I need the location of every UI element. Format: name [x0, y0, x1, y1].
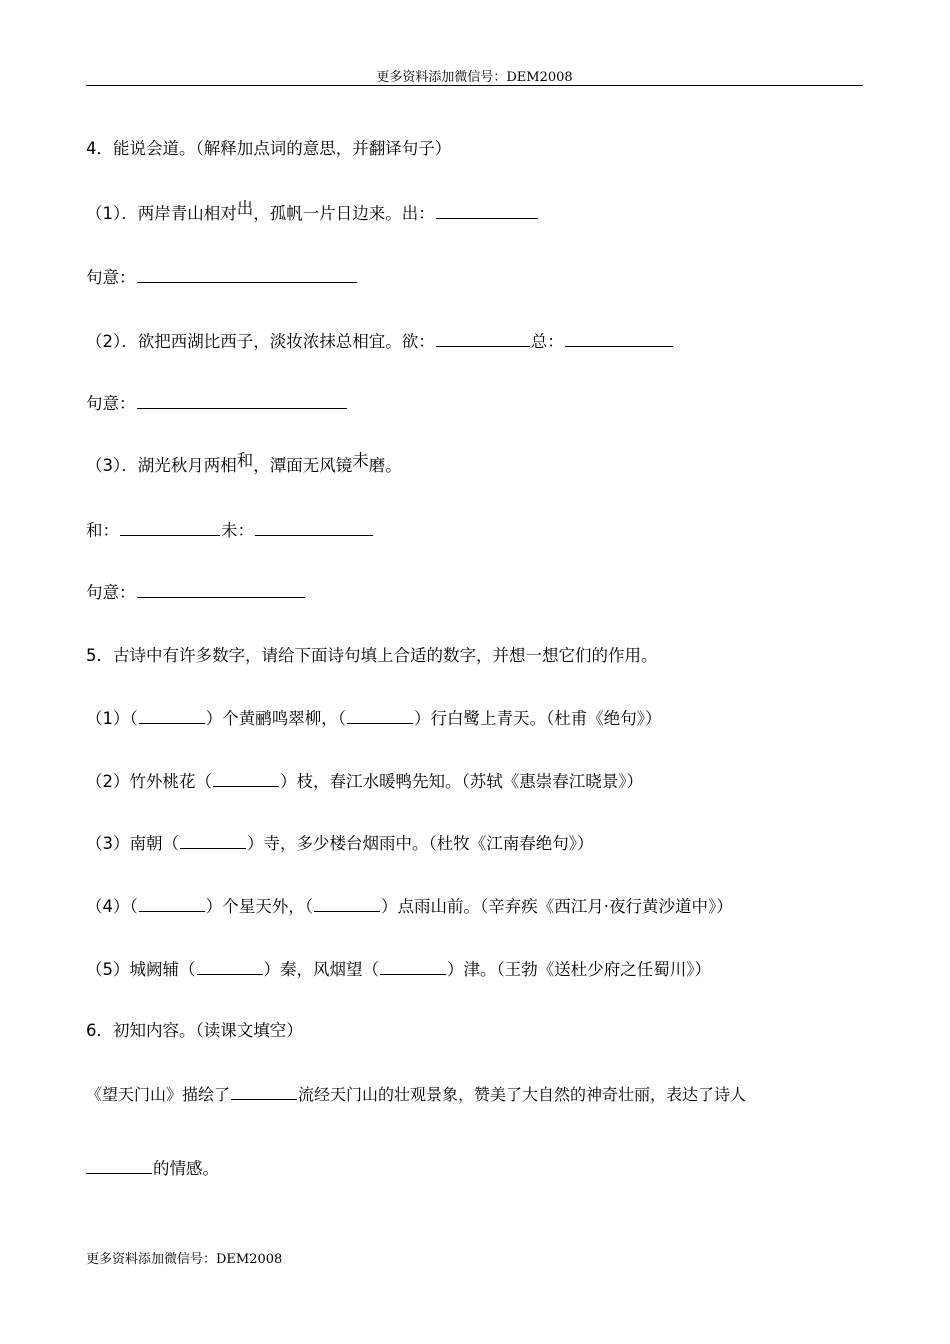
q4-wei-label: 未：	[221, 521, 254, 540]
q5-item-4-blank-1[interactable]	[139, 895, 205, 912]
q5-item-1-blank-2[interactable]	[347, 707, 413, 724]
q4-item-3-meaning	[86, 581, 306, 604]
q4-item-3	[86, 451, 402, 477]
paren-open: （	[337, 709, 346, 728]
q4-item-2-meaning-blank[interactable]	[137, 392, 347, 409]
paren-open: （	[179, 960, 196, 979]
q5-title: 5．古诗中有许多数字，请给下面诗句填上合适的数字，并想一想它们的作用。	[86, 646, 658, 665]
q5-item-3-label: （3）	[86, 834, 130, 853]
q4-item-3-text-a: 湖光秋月两相	[137, 456, 237, 475]
paren-open: （	[129, 709, 138, 728]
q5-item-2-text-a: 竹外桃花	[129, 772, 196, 791]
page-footer: 更多资料添加微信号：DEM2008	[86, 1252, 283, 1267]
q5-item-5-text-c: 津。（王勃《送杜少府之任蜀川》）	[463, 960, 711, 979]
q6-line-2	[86, 1157, 219, 1180]
paren-close: ）	[247, 834, 264, 853]
q4-wei-blank[interactable]	[255, 519, 373, 536]
q5-item-4	[86, 895, 733, 918]
paren-close: ）	[263, 960, 280, 979]
paren-close: ）	[447, 960, 464, 979]
q5-item-4-label: （4）	[86, 897, 130, 916]
header-divider	[86, 85, 863, 86]
q4-item-3-words	[86, 519, 374, 542]
q4-chu-blank[interactable]	[436, 202, 538, 219]
q5-item-4-blank-2[interactable]	[314, 895, 380, 912]
paren-open: （	[129, 897, 138, 916]
q4-item-1-meaning-blank[interactable]	[137, 266, 357, 283]
q4-yu-blank[interactable]	[436, 330, 530, 347]
paren-close: ）	[280, 772, 297, 791]
q4-item-3-text-c: 磨。	[368, 456, 402, 475]
q5-item-3-text-a: 南朝	[129, 834, 163, 853]
q5-item-1-label: （1）	[86, 709, 130, 728]
paren-open: （	[162, 834, 179, 853]
q6-line-1-text-b: 流经天门山的壮观景象，赞美了大自然的神奇壮丽，表达了诗人	[298, 1085, 747, 1104]
q4-item-1-dotted-word: 出	[236, 199, 254, 218]
paren-open: （	[304, 897, 313, 916]
paren-close: ）	[414, 709, 431, 728]
page-header: 更多资料添加微信号：DEM2008	[376, 70, 573, 85]
q5-item-3	[86, 832, 594, 855]
q5-item-1	[86, 707, 662, 730]
q6-blank-1[interactable]	[231, 1083, 297, 1100]
q5-item-2-label: （2）	[86, 772, 130, 791]
q4-item-3-dotted-word-wei: 未	[352, 451, 369, 470]
q5-item-1-blank-1[interactable]	[139, 707, 205, 724]
q4-item-1	[86, 199, 539, 225]
q4-item-3-meaning-blank[interactable]	[137, 581, 305, 598]
q5-item-5-blank-2[interactable]	[380, 958, 446, 975]
q6-line-2-text: 的情感。	[153, 1159, 219, 1178]
q4-item-1-text-a: 两岸青山相对	[137, 204, 237, 223]
q4-item-3-text-b: ，潭面无风镜	[253, 456, 353, 475]
q6-line-1-text-a: 《望天门山》描绘了	[86, 1085, 231, 1104]
paren-open: （	[195, 772, 212, 791]
paren-close: ）	[381, 897, 398, 916]
q4-item-2-text-a: 欲把西湖比西子，淡妆浓抹总相宜。欲：	[137, 332, 435, 351]
paren-close: ）	[205, 897, 223, 916]
q4-he-blank[interactable]	[120, 519, 220, 536]
q4-item-2-meaning-label: 句意：	[86, 394, 136, 413]
q5-item-5-text-b: 秦，风烟望	[280, 960, 363, 979]
q6-title: 6．初知内容。（读课文填空）	[86, 1021, 303, 1040]
q4-item-2-label: （2）．	[86, 332, 138, 351]
q5-item-3-blank[interactable]	[180, 832, 246, 849]
q4-title: 4．能说会道。（解释加点词的意思，并翻译句子）	[86, 139, 452, 158]
q4-item-1-text-b: ，孤帆一片日边来。出：	[253, 204, 435, 223]
q5-item-4-text-a: 个星天外，	[222, 897, 305, 916]
q4-item-2	[86, 330, 674, 353]
q5-item-2-text-b: 枝，春江水暖鸭先知。（苏轼《惠崇春江晓景》）	[296, 772, 643, 791]
q5-item-3-text-b: 寺，多少楼台烟雨中。（杜牧《江南春绝句》）	[263, 834, 594, 853]
q4-item-3-meaning-label: 句意：	[86, 583, 136, 602]
q4-item-3-label: （3）．	[86, 456, 138, 475]
q4-zong-blank[interactable]	[565, 330, 673, 347]
q4-item-2-meaning	[86, 392, 348, 415]
q5-item-1-text-b: 行白鹭上青天。（杜甫《绝句》）	[430, 709, 662, 728]
q6-blank-2[interactable]	[86, 1157, 152, 1174]
q5-item-4-text-b: 点雨山前。（辛弃疾《西江月·夜行黄沙道中》）	[397, 897, 733, 916]
q4-item-1-meaning-label: 句意：	[86, 268, 136, 287]
q5-item-5-text-a: 城阙辅	[129, 960, 179, 979]
q5-item-5-label: （5）	[86, 960, 130, 979]
q5-item-1-text-a: 个黄鹂鸣翠柳，	[222, 709, 338, 728]
paren-close: ）	[205, 709, 223, 728]
q4-item-2-text-b: 总：	[530, 332, 564, 351]
q4-item-3-dotted-word-he: 和	[236, 451, 254, 470]
q5-item-5	[86, 958, 711, 981]
q4-item-1-label: （1）．	[86, 204, 138, 223]
q4-he-label: 和：	[86, 521, 119, 540]
q5-item-2-blank[interactable]	[213, 770, 279, 787]
q6-line-1	[86, 1083, 746, 1106]
paren-open: （	[362, 960, 379, 979]
q5-item-2	[86, 770, 643, 793]
q5-item-5-blank-1[interactable]	[197, 958, 263, 975]
q4-item-1-meaning	[86, 266, 358, 289]
